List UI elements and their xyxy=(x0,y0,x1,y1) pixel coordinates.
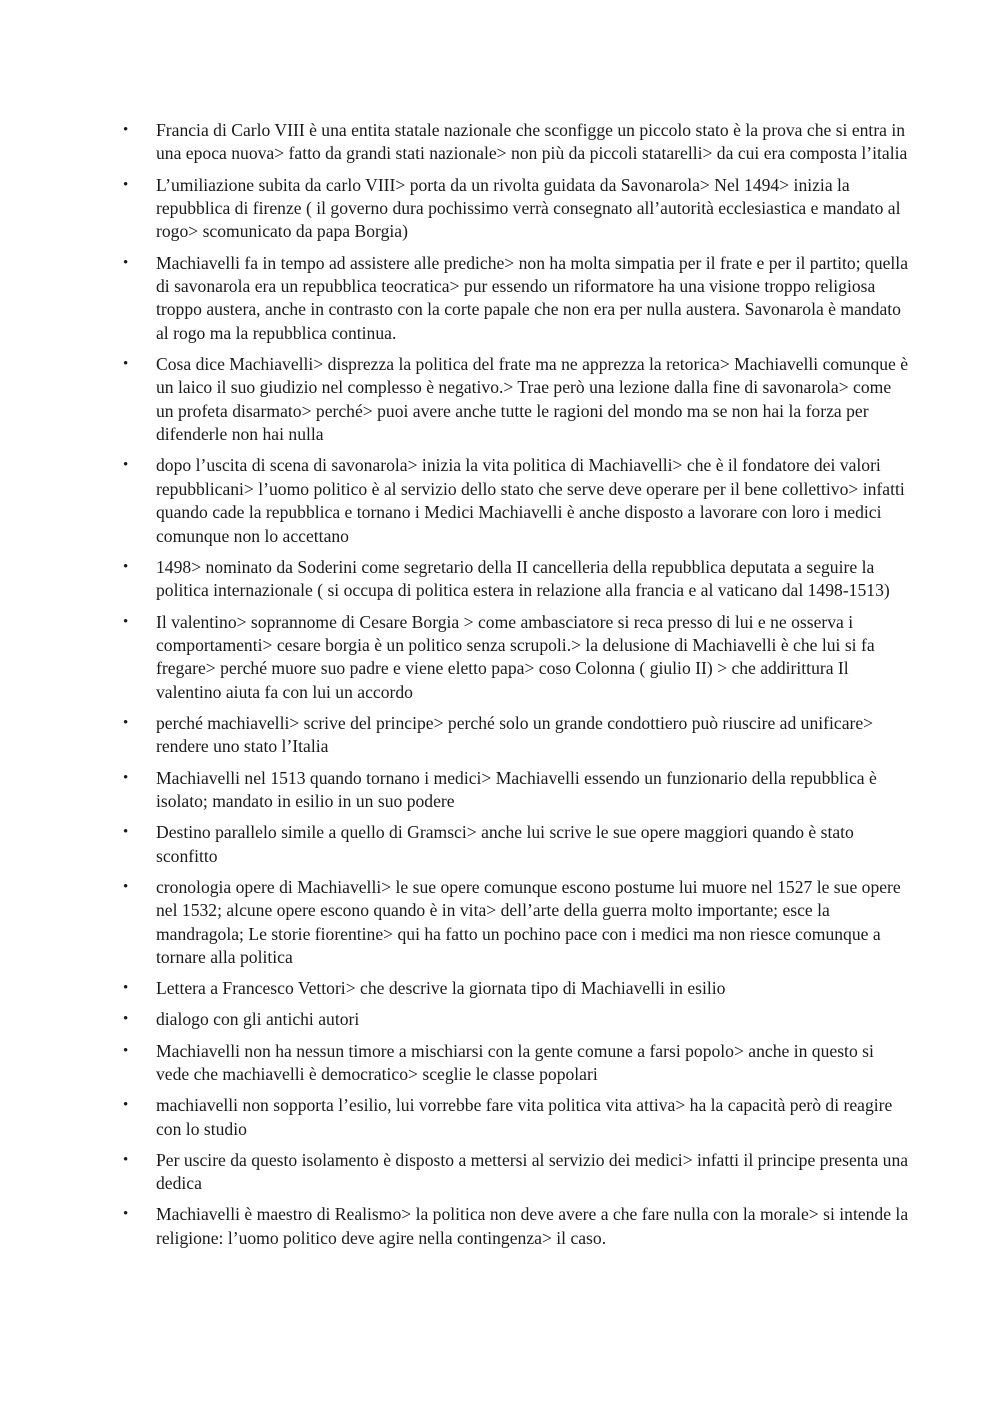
bullet-icon: • xyxy=(123,714,129,731)
list-item xyxy=(120,821,910,868)
list-item-text: Machiavelli nel 1513 quando tornano i medici> Machiavelli essendo un funzionario della repubblica è isolato; mandato in esilio in un suo podere xyxy=(156,767,877,811)
list-item xyxy=(120,252,910,346)
list-item-text: 1498> nominato da Soderini come segretario della II cancelleria della repubblica deputata a seguire la politica internazionale ( si occupa di politica estera in relazione alla francia e al vaticano dal 1498-1513) xyxy=(156,556,890,601)
bullet-icon: • xyxy=(123,878,129,895)
list-item-text: cronologia opere di Machiavelli> le sue opere comunque escono postume lui muore nel 1527 le sue opere nel 1532; alcune opere escono quando è in vita> dell’arte della guerra molto importante; esce la mandragola; Le storie fiorentine> qui ha fatto un pochino pace con i medici ma non riesce comunque a tornare alla politica xyxy=(156,876,901,967)
list-item xyxy=(120,977,910,1000)
list-item-text: Cosa dice Machiavelli> disprezza la politica del frate ma ne apprezza la retorica> Machiavelli comunque è un laico il suo giudizio nel complesso è negativo.> Trae però una lezione dalla fine di savonarola> come un profeta disarmato> perché> puoi avere anche tutte le ragioni del mondo ma se non hai la forza per difenderle non hai nulla xyxy=(156,354,909,445)
bullet-icon: • xyxy=(123,122,129,138)
list-item xyxy=(120,1149,910,1196)
bullet-icon: • xyxy=(123,356,129,373)
bullet-icon: • xyxy=(123,457,129,474)
list-item-text: machiavelli non sopporta l’esilio, lui vorrebbe fare vita politica vita attiva> ha la capacità però di reagire con lo studio xyxy=(156,1095,893,1139)
list-item xyxy=(120,1008,910,1031)
list-item-text: Francia di Carlo VIII è una entita statale nazionale che sconfigge un piccolo stato è la prova che si entra in una epoca nuova> fatto da grandi stati nazionale> non più da piccoli statarelli> da cui era composta l’italia xyxy=(156,120,908,164)
list-item-text: dopo l’uscita di scena di savonarola> inizia la vita politica di Machiavelli> che è il fondatore dei valori repubblicani> l’uomo politico è al servizio dello stato che serve deve operare per il bene collettivo> infatti quando cade la repubblica e tornano i Medici Machiavelli è anche disposto a lavorare con loro i medici comunque non lo accettano xyxy=(156,455,905,546)
list-item xyxy=(120,767,910,814)
list-item-text: dialogo con gli antichi autori xyxy=(156,1009,360,1030)
bullet-icon: • xyxy=(123,1097,129,1114)
bullet-icon: • xyxy=(123,1042,129,1059)
bullet-icon: • xyxy=(123,1011,129,1028)
bullet-icon: • xyxy=(123,1151,129,1168)
list-item-text: Machiavelli è maestro di Realismo> la politica non deve avere a che fare nulla con la morale> si intende la religione: l’uomo politico deve agire nella contingenza> il caso. xyxy=(156,1204,909,1248)
bullet-icon: • xyxy=(123,613,129,630)
list-item xyxy=(120,353,910,447)
bullet-icon: • xyxy=(123,1206,129,1223)
list-item-text: Destino parallelo simile a quello di Gramsci> anche lui scrive le sue opere maggiori quando è stato sconfitto xyxy=(156,822,854,866)
list-item-text: Per uscire da questo isolamento è disposto a mettersi al servizio dei medici> infatti il principe presenta una dedica xyxy=(156,1149,909,1194)
list-item-text: Machiavelli fa in tempo ad assistere alle prediche> non ha molta simpatia per il frate e per il partito; quella di savonarola era un repubblica teocratica> pur essendo un riformatore ha una visione troppo religiosa troppo austera, anche in contrasto con la corte papale che non era per nulla austera. Savonarola è mandato al rogo ma la repubblica continua. xyxy=(156,252,909,343)
list-item xyxy=(120,1040,910,1087)
list-item xyxy=(120,1094,910,1141)
bullet-icon: • xyxy=(123,769,129,786)
list-item-text: Machiavelli non ha nessun timore a mischiarsi con la gente comune a farsi popolo> anche in questo si vede che machiavelli è democratico> sceglie le classe popolari xyxy=(156,1040,874,1084)
bullet-icon: • xyxy=(123,824,129,841)
list-item xyxy=(120,712,910,759)
notes-bullet-list xyxy=(120,119,910,1258)
bullet-icon: • xyxy=(123,980,129,997)
list-item-text: Lettera a Francesco Vettori> che descrive la giornata tipo di Machiavelli in esilio xyxy=(156,978,726,999)
bullet-icon: • xyxy=(123,254,129,271)
list-item-text: L’umiliazione subita da carlo VIII> porta da un rivolta guidata da Savonarola> Nel 1494> inizia la repubblica di firenze ( il governo dura pochissimo verrà consegnato all’autorità ecclesiastica e mandato al rogo> scomunicato da papa Borgia) xyxy=(156,174,901,242)
list-item xyxy=(120,174,910,244)
list-item-text: Il valentino> soprannome di Cesare Borgia > come ambasciatore si reca presso di lui e ne osserva i comportamenti> cesare borgia è un politico senza scrupoli.> la delusione di Machiavelli è che lui si fa fregare> perché muore suo padre e viene eletto papa> coso Colonna ( giulio II) > che addirittura Il valentino aiuta fa con lui un accordo xyxy=(156,611,875,702)
list-item xyxy=(120,876,910,970)
list-item xyxy=(120,611,910,705)
list-item xyxy=(120,1203,910,1250)
list-item-text: perché machiavelli> scrive del principe> perché solo un grande condottiero può riuscire ad unificare> rendere uno stato l’Italia xyxy=(156,712,874,757)
list-item xyxy=(120,119,910,166)
bullet-icon: • xyxy=(123,558,129,575)
list-item xyxy=(120,454,910,548)
list-item xyxy=(120,556,910,603)
bullet-icon: • xyxy=(123,176,129,193)
